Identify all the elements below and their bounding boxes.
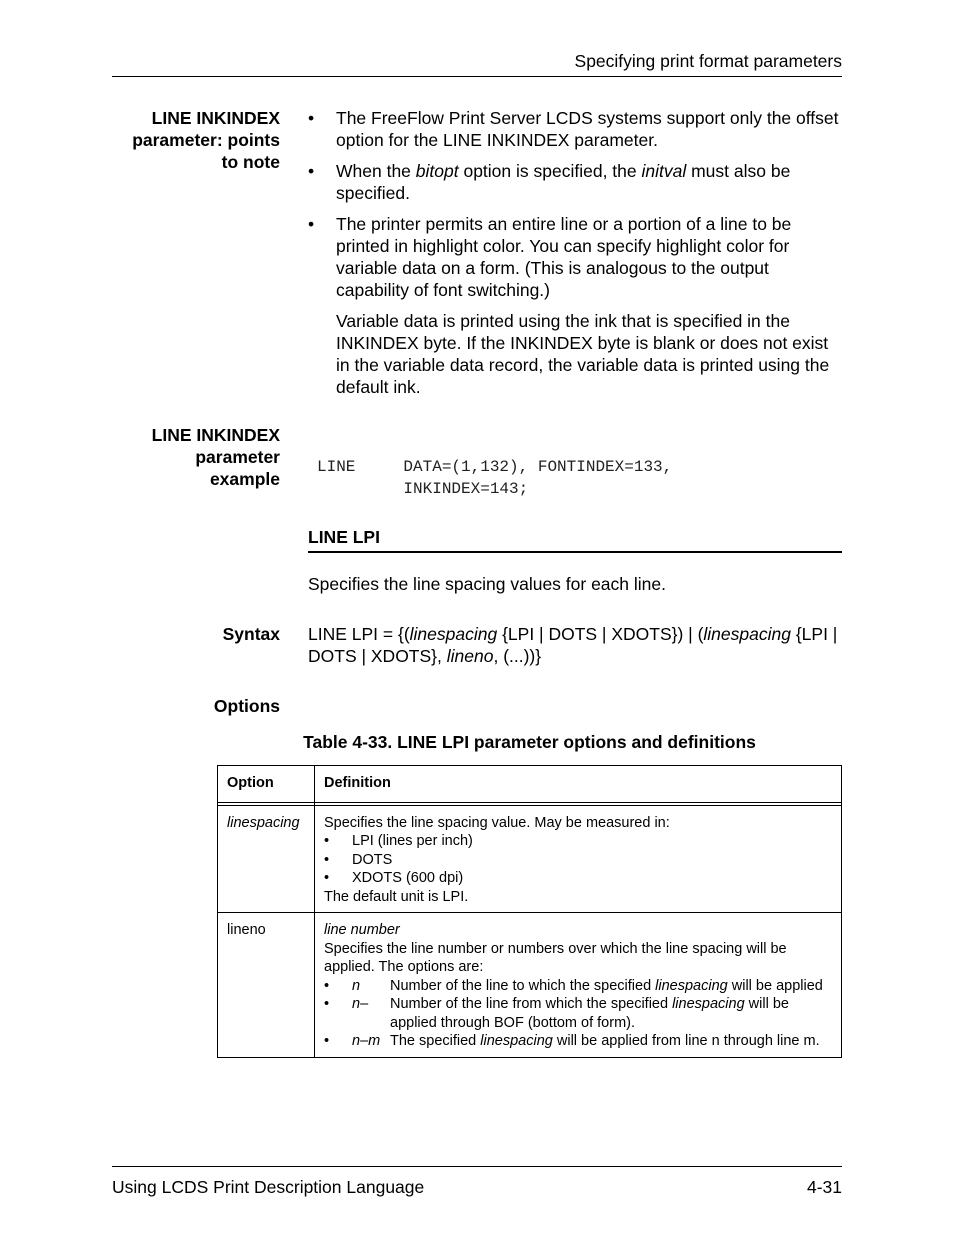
column-header-option: Option (218, 766, 315, 803)
syntax-label: Syntax (222, 624, 280, 644)
definition-cell: line number Specifies the line number or numbers over which the line spacing will be applied. The options are: • n Number of the line to which the specified linespacing will be applied • n– Number of the line from which the specified linespacing will be applied through BOF (bottom of form). • n–m The specified linespacing will be applied from line n through line m. (315, 913, 842, 1058)
option-cell: lineno (218, 913, 315, 1058)
bullet-icon: • (324, 996, 330, 1012)
list-item: • n– Number of the line from which the specified linespacing will be applied through BOF (bottom of form). (324, 996, 789, 1031)
page-number: 4-31 (806, 1177, 842, 1197)
table-row (218, 805, 842, 913)
bullet-icon: • (308, 214, 315, 234)
bullet-icon: • (324, 851, 330, 868)
bullet-icon: • (324, 977, 330, 994)
bullet-icon: • (308, 161, 315, 181)
options-label: Options (213, 696, 280, 716)
page-header: Specifying print format parameters (574, 51, 842, 71)
list-item: • The printer permits an entire line or a portion of a line to be printed in highlight color. You can specify highlight color for variable data on a form. (This is analogous to the output capability of font switching.) Variable data is printed using the ink that is specified in the INKINDEX byte. If the INKINDEX byte is blank or does not exist in the variable data record, the variable data is printed using the default ink. (308, 213, 842, 398)
footer-rule (112, 1166, 842, 1167)
bullet-icon: • (324, 870, 330, 886)
code-example: LINE DATA=(1,132), FONTINDEX=133, INKINDEX=143; (317, 458, 673, 498)
table-caption: Table 4-33. LINE LPI parameter options and definitions (303, 732, 756, 752)
list-item: • n Number of the line to which the specified linespacing will be applied (324, 977, 823, 994)
list-item: • XDOTS (600 dpi) (324, 870, 464, 886)
options-table (217, 765, 842, 1058)
list-item: • When the bitopt option is specified, the initval must also be specified. (308, 161, 791, 203)
definition-cell: Specifies the line spacing value. May be measured in: • LPI (lines per inch) • DOTS • XDOTS (600 dpi) The default unit is LPI. (315, 805, 842, 913)
syntax-text: LINE LPI = {(linespacing {LPI | DOTS | XDOTS}) | (linespacing {LPI | DOTS | XDOTS}, lineno, (...))} (308, 624, 838, 666)
side-heading-example: LINE INKINDEX parameter example (151, 425, 280, 489)
header-rule (112, 76, 842, 77)
bullet-icon: • (324, 1033, 330, 1049)
list-item: • DOTS (324, 851, 393, 868)
line-lpi-description: Specifies the line spacing values for each line. (308, 574, 666, 594)
table-header-row (218, 766, 842, 803)
table-row (218, 913, 842, 1058)
points-to-note-list (308, 107, 842, 407)
bullet-note: Variable data is printed using the ink that is specified in the INKINDEX byte. If the INKINDEX byte is blank or does not exist in the variable data record, the variable data is printed using the default ink. (336, 311, 830, 397)
option-cell: linespacing (218, 805, 315, 913)
footer-title: Using LCDS Print Description Language (112, 1177, 425, 1197)
list-item: • n–m The specified linespacing will be applied from line n through line m. (324, 1033, 820, 1049)
list-item: • The FreeFlow Print Server LCDS systems support only the offset option for the LINE INKINDEX parameter. (308, 108, 839, 150)
side-heading-points-to-note: LINE INKINDEX parameter: points to note (132, 108, 280, 172)
column-header-definition: Definition (315, 766, 842, 803)
bullet-icon: • (308, 108, 315, 128)
list-item: • LPI (lines per inch) (324, 833, 473, 849)
section-heading-line-lpi: LINE LPI (308, 527, 842, 553)
bullet-icon: • (324, 833, 330, 849)
